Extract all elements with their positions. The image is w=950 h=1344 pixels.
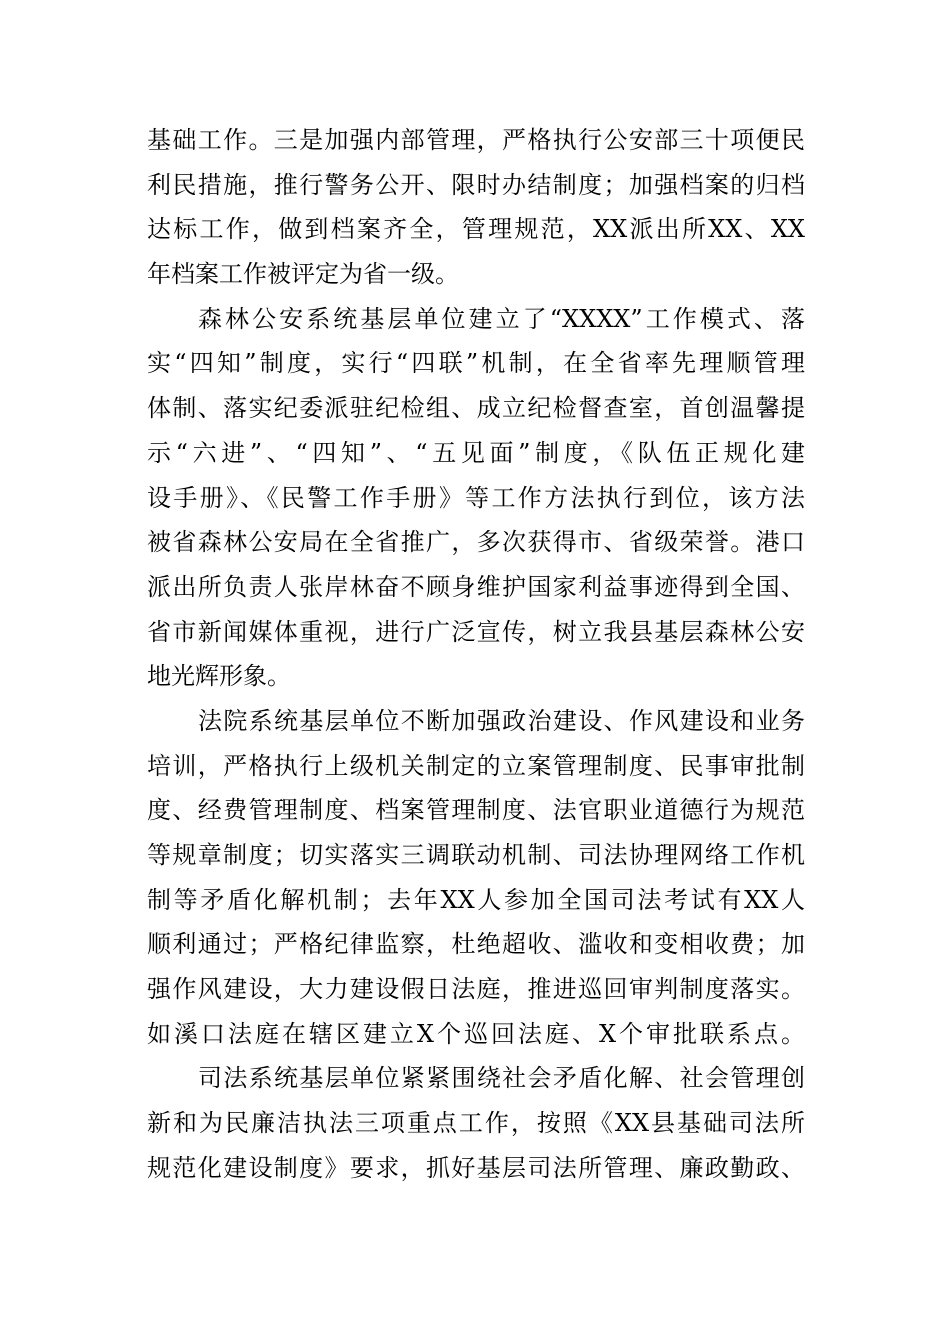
paragraph-3-line-3: 度、经费管理制度、档案管理制度、法官职业道德行为规范 <box>147 796 805 825</box>
paragraph-4-line-2: 新和为民廉洁执法三项重点工作，按照《XX县基础司法所 <box>147 1109 805 1138</box>
paragraph-4 <box>147 1056 805 1190</box>
paragraph-2-line-7: 派出所负责人张岸林奋不顾身维护国家利益事迹得到全国、 <box>147 572 805 601</box>
paragraph-1-line-2: 利民措施，推行警务公开、限时办结制度；加强档案的归档 <box>147 170 805 199</box>
paragraph-3-line-5: 制等矛盾化解机制；去年XX人参加全国司法考试有XX人 <box>147 885 805 914</box>
paragraph-2-line-6: 被省森林公安局在全省推广，多次获得市、省级荣誉。港口 <box>147 528 805 557</box>
paragraph-3 <box>147 699 805 1057</box>
paragraph-3-line-7: 强作风建设，大力建设假日法庭，推进巡回审判制度落实。 <box>147 975 805 1004</box>
paragraph-1-line-1: 基础工作。三是加强内部管理，严格执行公安部三十项便民 <box>147 126 805 154</box>
paragraph-2 <box>147 297 805 699</box>
paragraph-3-line-8: 如溪口法庭在辖区建立X个巡回法庭、X个审批联系点。 <box>147 1019 805 1048</box>
paragraph-4-line-1: 司法系统基层单位紧紧围绕社会矛盾化解、社会管理创 <box>198 1064 805 1093</box>
paragraph-2-line-5: 设手册》、《民警工作手册》等工作方法执行到位，该方法 <box>147 483 805 512</box>
paragraph-2-line-8: 省市新闻媒体重视，进行广泛宣传，树立我县基层森林公安 <box>147 617 805 646</box>
paragraph-3-line-6: 顺利通过；严格纪律监察，杜绝超收、滥收和变相收费；加 <box>147 930 805 959</box>
paragraph-3-line-2: 培训，严格执行上级机关制定的立案管理制度、民事审批制 <box>147 751 805 780</box>
paragraph-2-line-1: 森林公安系统基层单位建立了“XXXX”工作模式、落 <box>198 304 805 333</box>
paragraph-2-line-4: 示“六进”、“四知”、“五见面”制度，《队伍正规化建 <box>147 438 805 467</box>
paragraph-1-line-3: 达标工作，做到档案齐全，管理规范，XX派出所XX、XX <box>147 215 805 244</box>
paragraph-1 <box>147 118 805 297</box>
paragraph-3-line-4: 等规章制度；切实落实三调联动机制、司法协理网络工作机 <box>147 841 805 869</box>
paragraph-2-line-3: 体制、落实纪委派驻纪检组、成立纪检督查室，首创温馨提 <box>147 394 805 423</box>
paragraph-3-line-1: 法院系统基层单位不断加强政治建设、作风建设和业务 <box>198 706 805 735</box>
paragraph-2-line-9: 地光辉形象。 <box>147 662 291 691</box>
paragraph-2-line-2: 实“四知”制度，实行“四联”机制，在全省率先理顺管理 <box>147 349 805 378</box>
paragraph-1-line-4: 年档案工作被评定为省一级。 <box>147 260 459 289</box>
paragraph-4-line-3: 规范化建设制度》要求，抓好基层司法所管理、廉政勤政、 <box>147 1153 805 1182</box>
document-body <box>147 118 805 1191</box>
